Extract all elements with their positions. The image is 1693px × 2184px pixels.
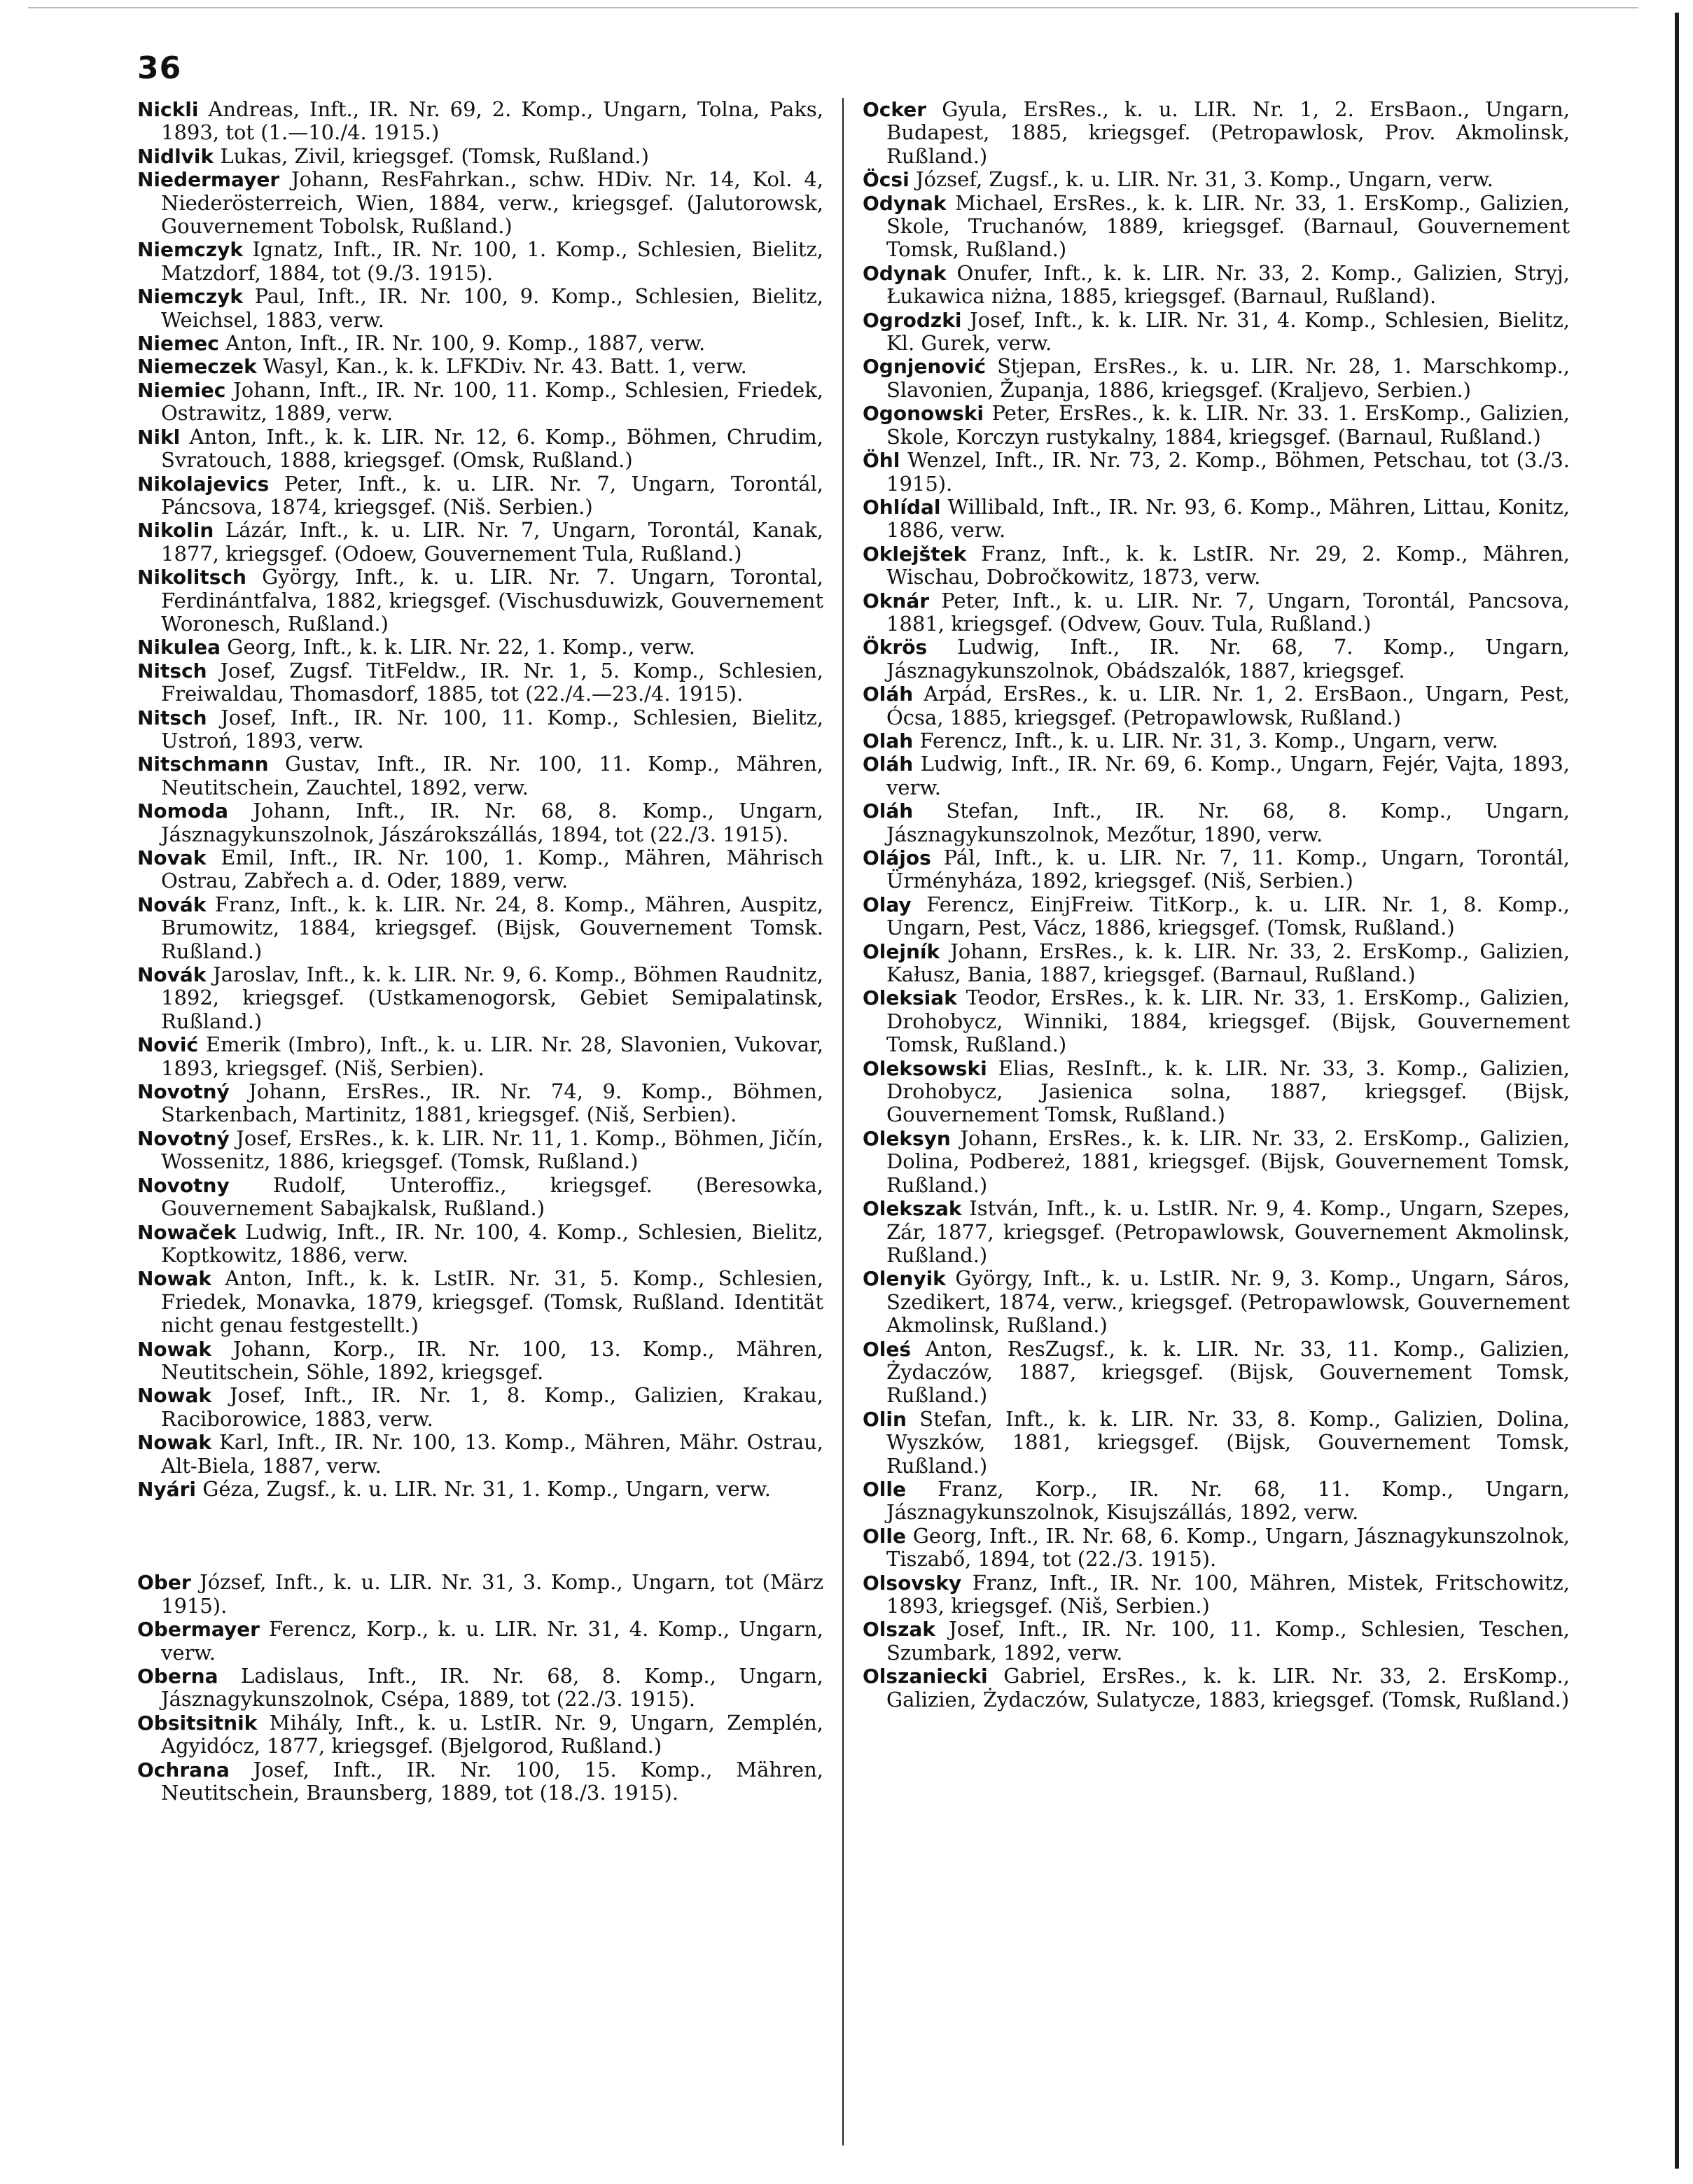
- entry-surname: Ognjenović: [863, 355, 986, 379]
- register-entry: [137, 379, 823, 426]
- entry-surname: Nović: [137, 1033, 199, 1057]
- entry-surname: Olay: [863, 892, 912, 916]
- entry-surname: Olejník: [863, 939, 940, 963]
- register-entry: [863, 1572, 1570, 1618]
- entry-surname: Odynak: [863, 261, 947, 285]
- register-entry: [863, 1127, 1570, 1197]
- entry-surname: Oleksiak: [863, 986, 957, 1010]
- register-entry: [137, 1384, 823, 1431]
- entry-details: Johann, Inft., IR. Nr. 100, 11. Komp., Schlesien, Friedek, Ostrawitz, 1889, verw.: [161, 377, 823, 426]
- entry-details: Michael, ErsRes., k. k. LIR. Nr. 33, 1. ErsKomp., Galizien, Skole, Truchanów, 1889, kriegsgef. (Barnaul, Gouvernement Tomsk, Rußland.): [886, 190, 1570, 262]
- entry-details: Josef, Inft., IR. Nr. 100, 11. Komp., Schlesien, Teschen, Szumbark, 1892, verw.: [886, 1617, 1570, 1665]
- right-entries: [863, 98, 1570, 1712]
- entry-details: Peter, Inft., k. u. LIR. Nr. 7, Ungarn, Torontál, Páncsova, 1874, kriegsgef. (Niš. Serbien.): [161, 471, 824, 519]
- register-entry: [137, 846, 823, 893]
- register-entry: [863, 542, 1570, 589]
- right-column: [863, 98, 1570, 1712]
- column-divider: [842, 98, 844, 2146]
- register-entry: [137, 963, 823, 1033]
- entry-surname: Novotny: [137, 1173, 230, 1197]
- entry-details: Ignatz, Inft., IR. Nr. 100, 1. Komp., Schlesien, Bielitz, Matzdorf, 1884, tot (9./3. 1915).: [161, 237, 824, 285]
- entry-details: Ludwig, Inft., IR. Nr. 100, 4. Komp., Schlesien, Bielitz, Koptkowitz, 1886, verw.: [161, 1219, 823, 1267]
- entry-details: Karl, Inft., IR. Nr. 100, 13. Komp., Mähren, Mähr. Ostrau, Alt-Biela, 1887, verw.: [161, 1430, 824, 1478]
- section-gap: [137, 1501, 823, 1571]
- entry-details: Franz, Inft., k. k. LstIR. Nr. 29, 2. Komp., Mähren, Wischau, Dobročkowitz, 1873, verw.: [886, 541, 1570, 589]
- entry-surname: Oláh: [863, 799, 914, 823]
- entry-details: Willibald, Inft., IR. Nr. 93, 6. Komp., Mähren, Littau, Konitz, 1886, verw.: [886, 494, 1570, 542]
- entry-surname: Ocker: [863, 98, 927, 121]
- entry-details: Johann, ErsRes., k. k. LIR. Nr. 33, 2. ErsKomp., Galizien, Kałusz, Bania, 1887, kriegsgef. (Barnaul, Rußland.): [886, 939, 1570, 987]
- register-entry: [137, 332, 823, 355]
- entry-surname: Nowak: [137, 1337, 212, 1361]
- entry-surname: Olle: [863, 1477, 906, 1501]
- register-entry: [137, 566, 823, 636]
- entry-surname: Olsovsky: [863, 1571, 962, 1595]
- page-number: 36: [137, 50, 182, 86]
- register-entry: [863, 168, 1570, 191]
- register-entry: [863, 1057, 1570, 1127]
- entry-surname: Nowak: [137, 1267, 212, 1291]
- register-entry: [137, 1665, 823, 1712]
- entry-surname: Novotný: [137, 1126, 230, 1150]
- register-entry: [137, 285, 823, 332]
- entry-surname: Nikolajevics: [137, 472, 270, 496]
- register-entry: [863, 1338, 1570, 1408]
- register-entry: [863, 1618, 1570, 1665]
- entry-details: Gustav, Inft., IR. Nr. 100, 11. Komp., Mähren, Neutitschein, Zauchtel, 1892, verw.: [161, 752, 823, 799]
- register-entry: [863, 1408, 1570, 1478]
- register-entry: [863, 192, 1570, 262]
- register-entry: [137, 752, 823, 799]
- entry-surname: Nomoda: [137, 799, 229, 823]
- entry-details: Emil, Inft., IR. Nr. 100, 1. Komp., Mähren, Mährisch Ostrau, Zabřech a. d. Oder, 1889, verw.: [161, 846, 823, 893]
- entry-details: Emerik (Imbro), Inft., k. u. LIR. Nr. 28, Slavonien, Vukovar, 1893, kriegsgef. (Niš, Serbien).: [161, 1032, 824, 1080]
- entry-details: Josef, Inft., IR. Nr. 1, 8. Komp., Galizien, Krakau, Raciborowice, 1883, verw.: [161, 1383, 824, 1431]
- page-right-edge: [1675, 13, 1679, 2169]
- register-entry: [137, 355, 823, 378]
- entry-details: Teodor, ErsRes., k. k. LIR. Nr. 33, 1. ErsKomp., Galizien, Drohobycz, Winniki, 1884, kriegsgef. (Bijsk, Gouvernement Tomsk, Rußland.): [886, 986, 1570, 1057]
- entry-details: Andreas, Inft., IR. Nr. 69, 2. Komp., Ungarn, Tolna, Paks, 1893, tot (1.—10./4. 1915.): [161, 97, 823, 145]
- entry-surname: Nikolin: [137, 519, 214, 542]
- entry-details: Anton, Inft., IR. Nr. 100, 9. Komp., 1887, verw.: [225, 331, 706, 356]
- entry-details: Peter, ErsRes., k. k. LIR. Nr. 33. 1. ErsKomp., Galizien, Skole, Korczyn rustykalny, 1884, kriegsgef. (Barnaul, Rußland.): [886, 401, 1570, 449]
- register-entry: [137, 238, 823, 285]
- entry-details: Franz, Korp., IR. Nr. 68, 11. Komp., Ungarn, Jásznagykunszolnok, Kisujszállás, 1892, verw.: [886, 1476, 1570, 1525]
- register-entry: [863, 636, 1570, 682]
- entry-details: József, Inft., k. u. LIR. Nr. 31, 3. Komp., Ungarn, tot (März 1915).: [161, 1570, 823, 1618]
- entry-details: Josef, Inft., IR. Nr. 100, 11. Komp., Schlesien, Bielitz, Ustroń, 1893, verw.: [161, 705, 824, 752]
- entry-surname: Olszak: [863, 1618, 935, 1642]
- register-entry: [137, 706, 823, 753]
- register-entry: [863, 1267, 1570, 1337]
- register-entry: [137, 893, 823, 963]
- entry-surname: Obermayer: [137, 1618, 260, 1642]
- entry-surname: Nowak: [137, 1431, 212, 1455]
- entry-surname: Niemec: [137, 332, 219, 356]
- entry-surname: Öcsi: [863, 168, 910, 192]
- register-entry: [137, 1478, 823, 1501]
- entry-details: Gyula, ErsRes., k. u. LIR. Nr. 1, 2. ErsBaon., Ungarn, Budapest, 1885, kriegsgef. (Petropawlosk, Prov. Akmolinsk, Rußland.): [886, 97, 1570, 168]
- entry-surname: Oleś: [863, 1337, 912, 1361]
- entry-surname: Nickli: [137, 98, 199, 121]
- entry-surname: Nitsch: [137, 659, 207, 682]
- register-entry: [137, 659, 823, 706]
- register-entry: [863, 496, 1570, 542]
- register-entry: [863, 262, 1570, 309]
- entry-details: Johann, ErsRes., k. k. LIR. Nr. 33, 2. ErsKomp., Galizien, Dolina, Podbereż, 1881, kriegsgef. (Bijsk, Gouvernement Tomsk, Rußland.): [886, 1126, 1570, 1197]
- entry-surname: Olszaniecki: [863, 1665, 988, 1688]
- register-entry: [137, 1221, 823, 1268]
- register-entry: [137, 636, 823, 659]
- entry-surname: Ökrös: [863, 636, 928, 659]
- register-entry: [137, 1758, 823, 1805]
- entry-details: Franz, Inft., k. k. LIR. Nr. 24, 8. Komp., Mähren, Auspitz, Brumowitz, 1884, kriegsgef. (Bijsk, Gouvernement Tomsk. Rußland.): [161, 892, 824, 963]
- entry-details: Johann, Inft., IR. Nr. 68, 8. Komp., Ungarn, Jásznagykunszolnok, Jászárokszállás, 1894, tot (22./3. 1915).: [161, 799, 823, 846]
- entry-surname: Odynak: [863, 191, 947, 215]
- entry-surname: Oklejštek: [863, 542, 967, 566]
- entry-surname: Nowaček: [137, 1220, 237, 1244]
- register-entry: [137, 1571, 823, 1618]
- entry-surname: Novák: [137, 892, 207, 916]
- entry-surname: Niemeczek: [137, 355, 257, 379]
- entry-details: Pál, Inft., k. u. LIR. Nr. 7, 11. Komp., Ungarn, Torontál, Ürményháza, 1892, kriegsgef. (Niš, Serbien.): [886, 846, 1570, 893]
- left-entries-o: [137, 1571, 823, 1805]
- entry-details: Anton, Inft., k. k. LstIR. Nr. 31, 5. Komp., Schlesien, Friedek, Monavka, 1879, kriegsgef. (Tomsk, Rußland. Identität nicht genau festgestellt.): [161, 1266, 824, 1338]
- register-entry: [863, 1665, 1570, 1712]
- entry-details: Ludwig, Inft., IR. Nr. 68, 7. Komp., Ungarn, Jásznagykunszolnok, Obádszalók, 1887, kriegsgef.: [886, 635, 1570, 682]
- register-entry: [137, 1618, 823, 1665]
- entry-details: Johann, Korp., IR. Nr. 100, 13. Komp., Mähren, Neutitschein, Söhle, 1892, kriegsgef.: [161, 1336, 823, 1384]
- entry-details: Lukas, Zivil, kriegsgef. (Tomsk, Rußland.): [220, 144, 649, 168]
- entry-details: Franz, Inft., IR. Nr. 100, Mähren, Mistek, Fritschowitz, 1893, kriegsgef. (Niš, Serbien.): [886, 1570, 1570, 1618]
- register-entry: [863, 799, 1570, 846]
- register-entry: [137, 1431, 823, 1478]
- entry-surname: Oláh: [863, 752, 914, 776]
- entry-details: Gabriel, ErsRes., k. k. LIR. Nr. 33, 2. ErsKomp., Galizien, Żydaczów, Sulatycze, 1883, kriegsgef. (Tomsk, Rußland.): [886, 1664, 1570, 1712]
- entry-details: Josef, ErsRes., k. k. LIR. Nr. 11, 1. Komp., Böhmen, Jičín, Wossenitz, 1886, kriegsgef. (Tomsk, Rußland.): [161, 1126, 824, 1174]
- entry-details: Ferencz, Korp., k. u. LIR. Nr. 31, 4. Komp., Ungarn, verw.: [161, 1617, 824, 1665]
- entry-surname: Nidlvik: [137, 144, 214, 168]
- register-entry: [137, 1712, 823, 1758]
- entry-surname: Niemczyk: [137, 285, 243, 309]
- entry-surname: Ober: [137, 1571, 191, 1595]
- entry-surname: Nyári: [137, 1477, 196, 1501]
- entry-surname: Olenyik: [863, 1267, 946, 1291]
- entry-surname: Oberna: [137, 1665, 218, 1688]
- register-entry: [863, 1478, 1570, 1525]
- entry-details: Stjepan, ErsRes., k. u. LIR. Nr. 28, 1. Marschkomp., Slavonien, Županja, 1886, kriegsgef. (Kraljevo, Serbien.): [886, 354, 1570, 402]
- entry-surname: Ochrana: [137, 1758, 230, 1782]
- entry-surname: Olle: [863, 1524, 906, 1548]
- register-entry: [863, 98, 1570, 168]
- entry-surname: Olah: [863, 729, 914, 752]
- entry-details: Stefan, Inft., IR. Nr. 68, 8. Komp., Ungarn, Jásznagykunszolnok, Mezőtur, 1890, verw.: [886, 799, 1570, 846]
- entry-details: Peter, Inft., k. u. LIR. Nr. 7, Ungarn, Torontál, Pancsova, 1881, kriegsgef. (Odvew, Gouv. Tula, Rußland.): [886, 588, 1570, 636]
- entry-surname: Novák: [137, 963, 207, 987]
- entry-surname: Novotný: [137, 1080, 230, 1104]
- entry-details: Johann, ErsRes., IR. Nr. 74, 9. Komp., Böhmen, Starkenbach, Martinitz, 1881, kriegsgef. (Niš, Serbien).: [161, 1079, 823, 1127]
- entry-surname: Nitsch: [137, 706, 207, 729]
- register-entry: [137, 1033, 823, 1080]
- register-entry: [863, 986, 1570, 1056]
- entry-surname: Novak: [137, 846, 207, 869]
- entry-details: István, Inft., k. u. LstIR. Nr. 9, 4. Komp., Ungarn, Szepes, Zár, 1877, kriegsgef. (Petropawlowsk, Gouvernement Akmolinsk, Rußland.): [886, 1196, 1570, 1267]
- register-entry: [137, 472, 823, 519]
- register-entry: [863, 893, 1570, 940]
- entry-details: Paul, Inft., IR. Nr. 100, 9. Komp., Schlesien, Bielitz, Weichsel, 1883, verw.: [161, 284, 824, 332]
- register-entry: [137, 1080, 823, 1127]
- entry-details: Elias, ResInft., k. k. LIR. Nr. 33, 3. Komp., Galizien, Drohobycz, Jasienica solna, 1887, kriegsgef. (Bijsk, Gouvernement Tomsk, Rußland.): [886, 1056, 1570, 1127]
- register-entry: [137, 519, 823, 566]
- entry-details: Anton, ResZugsf., k. k. LIR. Nr. 33, 11. Komp., Galizien, Żydaczów, 1887, kriegsgef. (Bijsk, Gouvernement Tomsk, Rußland.): [886, 1336, 1570, 1408]
- register-entry: [863, 1197, 1570, 1267]
- register-entry: [863, 402, 1570, 449]
- entry-details: Josef, Inft., IR. Nr. 100, 15. Komp., Mähren, Neutitschein, Braunsberg, 1889, tot (18./3. 1915).: [161, 1757, 823, 1805]
- entry-details: Géza, Zugsf., k. u. LIR. Nr. 31, 1. Komp., Ungarn, verw.: [202, 1476, 772, 1501]
- register-entry: [863, 589, 1570, 636]
- register-entry: [863, 846, 1570, 893]
- entry-surname: Ogonowski: [863, 402, 984, 426]
- entry-surname: Nowak: [137, 1384, 212, 1408]
- entry-details: Ferencz, Inft., k. u. LIR. Nr. 31, 3. Komp., Ungarn, verw.: [919, 728, 1498, 752]
- entry-surname: Obsitsitnik: [137, 1711, 258, 1735]
- entry-surname: Nikolitsch: [137, 566, 246, 589]
- register-entry: [137, 799, 823, 846]
- entry-details: György, Inft., k. u. LIR. Nr. 7. Ungarn, Torontal, Ferdinántfalva, 1882, kriegsgef. (Vischusduwizk, Gouvernement Woronesch, Rußland.): [161, 565, 823, 636]
- entry-details: József, Zugsf., k. u. LIR. Nr. 31, 3. Komp., Ungarn, verw.: [915, 167, 1493, 192]
- entry-surname: Niemczyk: [137, 238, 243, 262]
- entry-details: Rudolf, Unteroffiz., kriegsgef. (Beresowka, Gouvernement Sabajkalsk, Rußland.): [161, 1172, 823, 1221]
- register-entry: [137, 1127, 823, 1174]
- register-entry: [863, 729, 1570, 752]
- entry-details: Stefan, Inft., k. k. LIR. Nr. 33, 8. Komp., Galizien, Dolina, Wyszków, 1881, kriegsgef. (Bijsk, Gouvernement Tomsk, Rußland.): [886, 1406, 1570, 1478]
- entry-details: Ferencz, EinjFreiw. TitKorp., k. u. LIR. Nr. 1, 8. Komp., Ungarn, Pest, Vácz, 1886, kriegsgef. (Tomsk, Rußland.): [886, 892, 1570, 940]
- register-entry: [137, 145, 823, 168]
- entry-details: Wasyl, Kan., k. k. LFKDiv. Nr. 43. Batt. 1, verw.: [263, 354, 747, 379]
- entry-details: Georg, Inft., IR. Nr. 68, 6. Komp., Ungarn, Jásznagykunszolnok, Tiszabő, 1894, tot (22./3. 1915).: [886, 1523, 1570, 1572]
- entry-surname: Ogrodzki: [863, 308, 962, 332]
- entry-details: Ladislaus, Inft., IR. Nr. 68, 8. Komp., Ungarn, Jásznagykunszolnok, Csépa, 1889, tot (22./3. 1915).: [161, 1664, 823, 1712]
- left-entries-n: [137, 98, 823, 1501]
- register-entry: [137, 98, 823, 145]
- entry-surname: Niemiec: [137, 378, 226, 402]
- register-entry: [863, 752, 1570, 799]
- page-top-edge: [28, 7, 1638, 8]
- entry-surname: Ohlídal: [863, 495, 941, 519]
- entry-details: Onufer, Inft., k. k. LIR. Nr. 33, 2. Komp., Galizien, Stryj, Łukawica niżna, 1885, kriegsgef. (Barnaul, Rußland).: [886, 260, 1570, 309]
- entry-surname: Oleksowski: [863, 1056, 987, 1080]
- entry-details: Jaroslav, Inft., k. k. LIR. Nr. 9, 6. Komp., Böhmen Raudnitz, 1892, kriegsgef. (Ustkamenogorsk, Gebiet Semipalatinsk, Rußland.): [161, 962, 823, 1033]
- entry-details: Wenzel, Inft., IR. Nr. 73, 2. Komp., Böhmen, Petschau, tot (3./3. 1915).: [886, 448, 1570, 496]
- entry-surname: Nitschmann: [137, 752, 269, 776]
- register-entry: [137, 1267, 823, 1337]
- register-entry: [863, 309, 1570, 356]
- entry-surname: Nikulea: [137, 636, 221, 659]
- entry-surname: Nikl: [137, 425, 181, 449]
- entry-details: Mihály, Inft., k. u. LstIR. Nr. 9, Ungarn, Zemplén, Agyidócz, 1877, kriegsgef. (Bjelgorod, Rußland.): [161, 1710, 824, 1758]
- register-entry: [137, 1174, 823, 1221]
- entry-surname: Oláh: [863, 682, 914, 706]
- entry-surname: Olekszak: [863, 1197, 962, 1221]
- register-entry: [863, 355, 1570, 402]
- left-column: [137, 98, 823, 1805]
- entry-surname: Olin: [863, 1407, 907, 1431]
- register-entry: [863, 682, 1570, 729]
- register-entry: [137, 1338, 823, 1385]
- entry-surname: Olájos: [863, 846, 931, 869]
- entry-details: Johann, ResFahrkan., schw. HDiv. Nr. 14, Kol. 4, Niederösterreich, Wien, 1884, verw., kriegsgef. (Jalutorowsk, Gouvernement Tobolsk, Rußland.): [161, 167, 823, 239]
- register-entry: [137, 426, 823, 472]
- entry-details: Lázár, Inft., k. u. LIR. Nr. 7, Ungarn, Torontál, Kanak, 1877, kriegsgef. (Odoew, Gouvernement Tula, Rußland.): [161, 518, 823, 566]
- register-entry: [137, 168, 823, 238]
- register-entry: [863, 940, 1570, 987]
- entry-surname: Niedermayer: [137, 168, 280, 192]
- entry-details: György, Inft., k. u. LstIR. Nr. 9, 3. Komp., Ungarn, Sáros, Szedikert, 1874, verw., kriegsgef. (Petropawlowsk, Gouvernement Akmolinsk, Rußland.): [886, 1266, 1570, 1338]
- entry-surname: Oknár: [863, 589, 930, 612]
- register-entry: [863, 449, 1570, 496]
- entry-details: Georg, Inft., k. k. LIR. Nr. 22, 1. Komp., verw.: [227, 635, 695, 659]
- entry-details: Ludwig, Inft., IR. Nr. 69, 6. Komp., Ungarn, Fejér, Vajta, 1893, verw.: [886, 752, 1570, 799]
- register-entry: [863, 1525, 1570, 1572]
- entry-details: Josef, Zugsf. TitFeldw., IR. Nr. 1, 5. Komp., Schlesien, Freiwaldau, Thomasdorf, 1885, tot (22./4.—23./4. 1915).: [161, 658, 824, 706]
- entry-details: Anton, Inft., k. k. LIR. Nr. 12, 6. Komp., Böhmen, Chrudim, Svratouch, 1888, kriegsgef. (Omsk, Rußland.): [161, 424, 824, 472]
- entry-details: Arpád, ErsRes., k. u. LIR. Nr. 1, 2. ErsBaon., Ungarn, Pest, Ócsa, 1885, kriegsgef. (Petropawlowsk, Rußland.): [886, 682, 1570, 729]
- entry-details: Josef, Inft., k. k. LIR. Nr. 31, 4. Komp., Schlesien, Bielitz, Kl. Gurek, verw.: [886, 307, 1570, 356]
- entry-surname: Oleksyn: [863, 1126, 951, 1150]
- entry-surname: Öhl: [863, 449, 900, 472]
